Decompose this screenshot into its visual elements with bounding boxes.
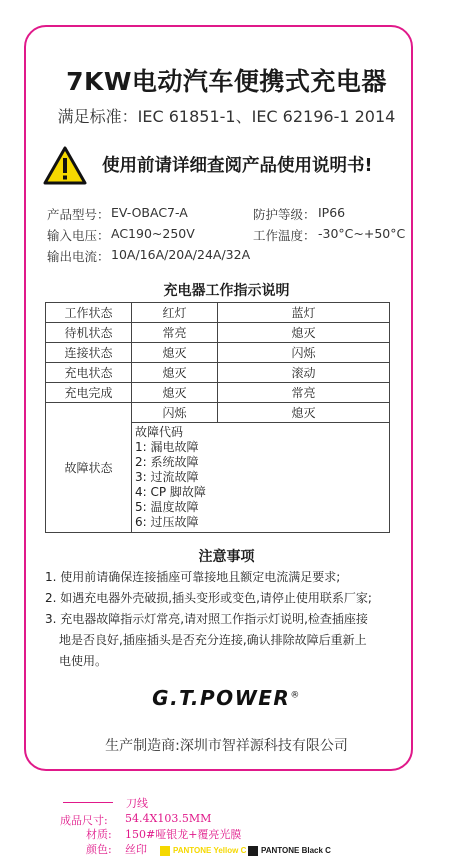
fault-code-item: 5: 温度故障 [135,500,199,514]
table-cell: 待机状态 [46,323,132,343]
fault-code-item: 6: 过压故障 [135,515,199,529]
table-cell: 常亮 [132,323,218,343]
table-row [46,383,390,403]
fault-red-cell: 闪烁 [132,403,218,423]
temperature-label: 工作温度： [253,228,316,243]
color-value: 丝印 [125,843,147,856]
table-row [46,403,390,423]
notes-title: 注意事项 [198,549,255,565]
header-cell: 工作状态 [46,303,132,323]
yellow-swatch-chip [160,846,170,856]
table-cell: 熄灭 [132,383,218,403]
note-item: 1. 使用前请确保连接插座可靠接地且额定电流满足要求; [45,570,341,584]
input-voltage-label: 输入电压： [47,228,110,243]
cut-line-label: 刀线 [126,797,148,810]
table-row [46,343,390,363]
temperature-value: -30°C~+50°C [318,226,406,241]
table-row [46,323,390,343]
material-label: 材质: [86,828,112,841]
output-current-value: 10A/16A/20A/24A/32A [111,247,251,262]
table-cell: 常亮 [218,383,390,403]
protection-value: IP66 [318,205,346,220]
table-header-row [46,303,390,323]
table-cell: 熄灭 [218,323,390,343]
note-item: 2. 如遇充电器外壳破损,插头变形或变色,请停止使用联系厂家; [45,591,372,605]
standard-line: 满足标准：IEC 61851-1、IEC 62196-1 2014 [57,107,396,126]
table-cell: 熄灭 [132,343,218,363]
table-cell: 连接状态 [46,343,132,363]
fault-code-item: 1: 漏电故障 [135,440,199,454]
header-cell: 蓝灯 [218,303,390,323]
material-value: 150#哑银龙+覆亮光膜 [125,828,242,841]
note-item-continued: 电使用。 [59,654,108,668]
output-current-label: 输出电流： [47,249,110,264]
brand-logo-text: G.T.POWER [152,686,291,710]
size-value: 54.4X103.5MM [125,812,212,825]
model-value: EV-OBAC7-A [111,205,188,220]
fault-state-label: 故障状态 [46,403,132,533]
table-cell: 闪烁 [218,343,390,363]
brand-logo [0,686,453,710]
cut-line-sample [63,802,113,803]
black-swatch-label: PANTONE Black C [261,846,331,855]
status-table [45,302,390,533]
yellow-swatch-label: PANTONE Yellow C [173,846,247,855]
note-item-continued: 地是否良好,插座插头是否充分连接,确认排除故障后重新上 [59,633,367,647]
registered-mark: ® [290,690,301,701]
size-label: 成品尺寸: [60,814,108,827]
table-cell: 熄灭 [132,363,218,383]
table-cell: 充电状态 [46,363,132,383]
fault-blue-cell: 熄灭 [218,403,390,423]
warning-text: 使用前请详细查阅产品使用说明书! [102,156,373,176]
note-item: 3. 充电器故障指示灯常亮,请对照工作指示灯说明,检查插座接 [45,612,368,626]
color-label: 颜色: [86,843,112,856]
fault-code-item: 3: 过流故障 [135,470,199,484]
manufacturer: 生产制造商:深圳市智祥源科技有限公司 [105,738,348,754]
fault-codes-title: 故障代码 [135,425,184,439]
model-label: 产品型号： [47,207,110,222]
fault-codes-cell [132,423,390,533]
warning-icon [43,146,87,186]
fault-code-item: 4: CP 脚故障 [135,485,206,499]
black-swatch-chip [248,846,258,856]
table-row [46,363,390,383]
header-cell: 红灯 [132,303,218,323]
pantone-black-swatch [248,840,331,859]
table-cell: 滚动 [218,363,390,383]
product-title: 7KW电动汽车便携式充电器 [66,67,387,96]
pantone-yellow-swatch [160,840,246,859]
fault-code-item: 2: 系统故障 [135,455,199,469]
table-cell: 充电完成 [46,383,132,403]
input-voltage-value: AC190~250V [111,226,195,241]
protection-label: 防护等级： [253,207,316,222]
status-table-title: 充电器工作指示说明 [163,283,290,299]
